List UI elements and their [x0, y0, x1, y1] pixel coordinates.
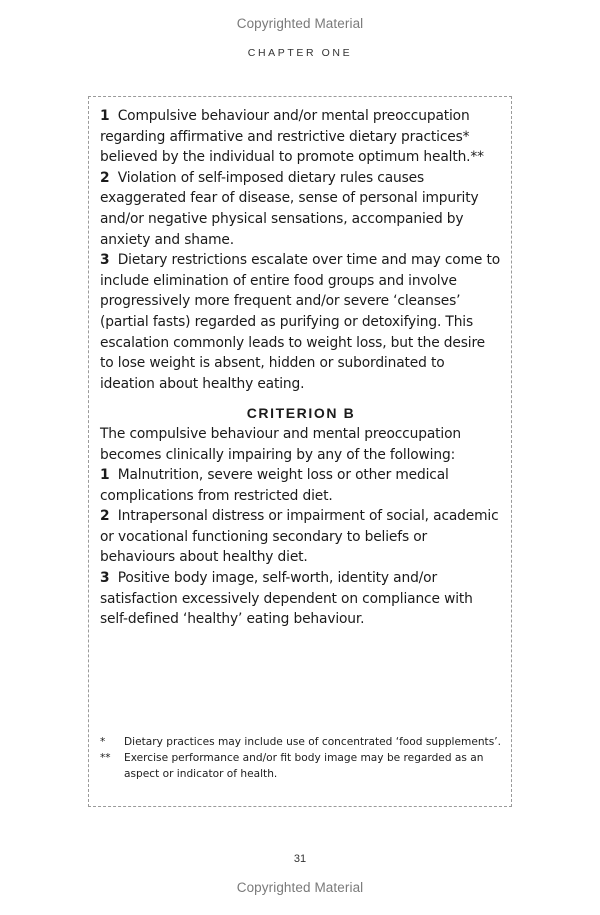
item-text: Intrapersonal distress or impairment of social, academic or vocational functioning secondary to beliefs or behaviours about healthy diet. [100, 508, 499, 566]
item-number: 2 [100, 508, 110, 525]
chapter-header: CHAPTER ONE [247, 47, 353, 59]
item-number: 2 [100, 169, 110, 186]
item-number: 3 [100, 570, 110, 587]
copyright-watermark-top: Copyrighted Material [236, 16, 364, 31]
criterion-b-heading: CRITERION B [246, 405, 356, 422]
footnote-text: Dietary practices may include use of concentrated ‘food supplements’. [124, 736, 501, 748]
item-number: 3 [100, 252, 110, 269]
criteria-content [100, 106, 502, 630]
criterion-a-item-2 [100, 168, 502, 250]
criterion-a-item-1 [100, 106, 502, 168]
item-text: Dietary restrictions escalate over time and may come to include elimination of entire food groups and involve progressively more frequent and/or severe ‘cleanses’ (partial fasts) regarded as purifying or detoxifying. This escalation commonly leads to weight loss, but the desire to lose weight is absent, hidden or subordinated to ideation about healthy eating. [100, 252, 501, 392]
criterion-b-item-1 [100, 465, 502, 506]
footnote-text: Exercise performance and/or fit body image may be regarded as an aspect or indicator of health. [124, 752, 484, 780]
item-number: 1 [100, 467, 110, 484]
criterion-b-intro: The compulsive behaviour and mental preoccupation becomes clinically impairing by any of the following: [100, 425, 461, 463]
criterion-a-item-3 [100, 250, 502, 394]
item-text: Positive body image, self-worth, identity and/or satisfaction excessively dependent on compliance with self-defined ‘healthy’ eating behaviour. [100, 570, 473, 628]
footnote-mark: ** [100, 752, 111, 764]
criterion-b-item-2 [100, 506, 502, 568]
page-number: 31 [293, 853, 307, 865]
item-number: 1 [100, 108, 110, 124]
item-text: Malnutrition, severe weight loss or other medical complications from restricted diet. [100, 467, 449, 504]
copyright-watermark-bottom: Copyrighted Material [236, 880, 364, 895]
footnotes [100, 734, 502, 782]
footnote-2 [100, 750, 502, 782]
item-text: Violation of self-imposed dietary rules causes exaggerated fear of disease, sense of personal impurity and/or negative physical sensations, accompanied by anxiety and shame. [100, 169, 479, 248]
item-text: Compulsive behaviour and/or mental preoccupation regarding affirmative and restrictive dietary practices* believed by the individual to promote optimum health.** [100, 108, 484, 166]
footnote-mark: * [100, 736, 106, 748]
criterion-b-item-3 [100, 568, 502, 630]
footnote-1 [100, 734, 502, 750]
